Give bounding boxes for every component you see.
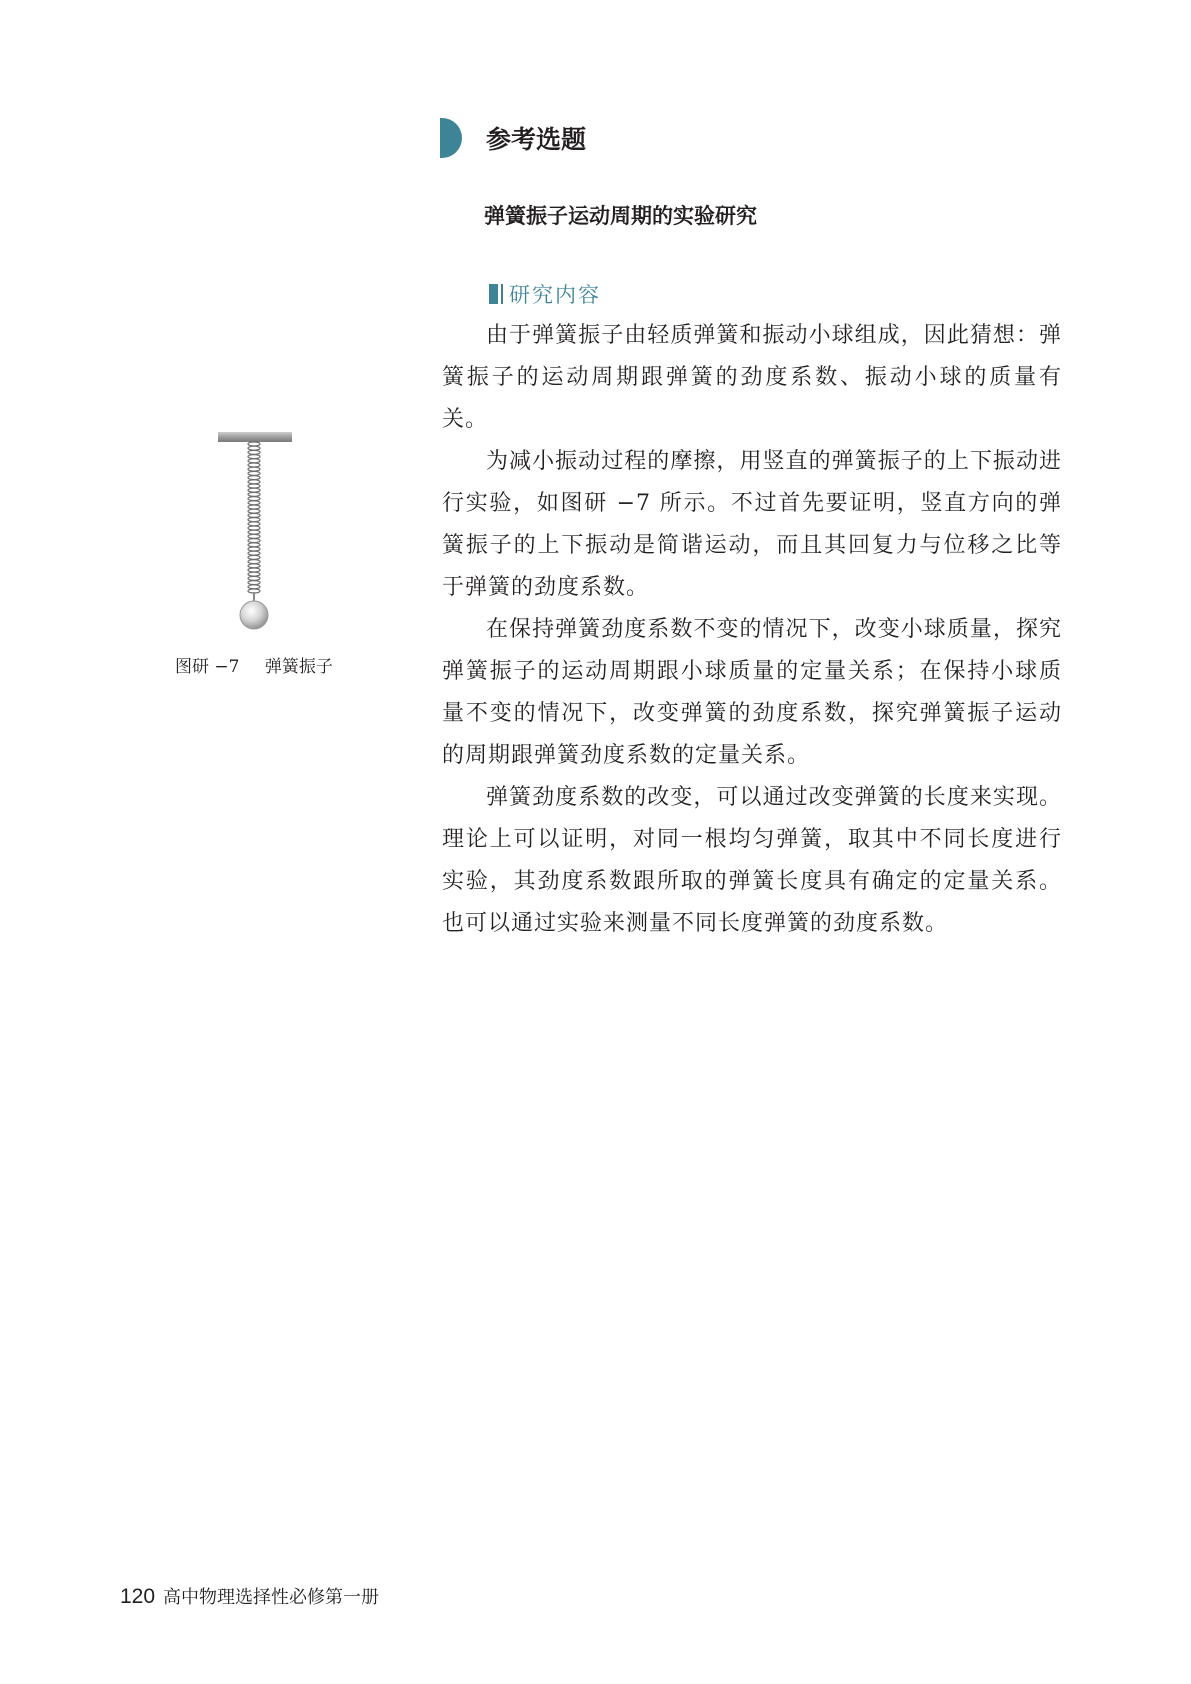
spring-oscillator-illustration — [218, 432, 292, 632]
spring-coil — [248, 480, 260, 484]
body-text — [442, 315, 1062, 945]
spring-coil — [248, 467, 260, 471]
spring-coil — [248, 450, 260, 454]
spring-coil — [248, 576, 260, 580]
spring-coil — [248, 560, 260, 564]
spring-coil — [248, 555, 260, 559]
spring-oscillator-figure — [218, 432, 292, 632]
subsection-label: 研究内容 — [509, 283, 601, 307]
paragraph-2: 为减小振动过程的摩擦，用竖直的弹簧振子的上下振动进行实验，如图研 −7 所示。不过首先要证明，竖直方向的弹簧振子的上下振动是简谐运动，而且其回复力与位移之比等于弹簧的劲度系数。 — [442, 449, 1062, 600]
spring-coil — [248, 526, 260, 530]
spring-coil — [248, 509, 260, 513]
spring-coil — [248, 463, 260, 467]
oscillator-ball — [240, 601, 268, 629]
figure-caption — [175, 652, 333, 677]
spring-coil — [248, 497, 260, 501]
section-header — [440, 118, 586, 158]
book-title: 高中物理选择性必修第一册 — [163, 1587, 380, 1608]
topic-title: 弹簧振子运动周期的实验研究 — [484, 204, 757, 228]
spring-coil — [248, 543, 260, 547]
figure-number: 图研 −7 — [175, 657, 240, 677]
spring-coil — [248, 446, 260, 450]
subsection-marker-line — [501, 284, 503, 304]
spring-coil — [248, 513, 260, 517]
spring-coil — [248, 534, 260, 538]
spring-coil-icon — [248, 442, 260, 593]
spring-coil — [248, 581, 260, 585]
spring-coil — [248, 442, 260, 446]
spring-coil — [248, 530, 260, 534]
spring-coil — [248, 522, 260, 526]
spring-coil — [248, 505, 260, 509]
paragraph-3: 在保持弹簧劲度系数不变的情况下，改变小球质量，探究弹簧振子的运动周期跟小球质量的定量关系；在保持小球质量不变的情况下，改变弹簧的劲度系数，探究弹簧振子运动的周期跟弹簧劲度系数的定量关系。 — [442, 617, 1062, 768]
spring-coil — [248, 564, 260, 568]
spring-coil — [248, 459, 260, 463]
spring-coil — [248, 484, 260, 488]
spring-coil — [248, 518, 260, 522]
spring-coil — [248, 488, 260, 492]
spring-coil — [248, 568, 260, 572]
page-footer — [120, 1583, 379, 1609]
paragraph-1: 由于弹簧振子由轻质弹簧和振动小球组成，因此猜想：弹簧振子的运动周期跟弹簧的劲度系数、振动小球的质量有关。 — [442, 323, 1062, 432]
figure-caption-text: 弹簧振子 — [264, 657, 333, 677]
paragraph-4: 弹簧劲度系数的改变，可以通过改变弹簧的长度来实现。理论上可以证明，对同一根均匀弹簧，取其中不同长度进行实验，其劲度系数跟所取的弹簧长度具有确定的定量关系。也可以通过实验来测量不同长度弹簧的劲度系数。 — [442, 785, 1062, 936]
support-bar — [218, 432, 292, 442]
spring-coil — [248, 539, 260, 543]
spring-coil — [248, 547, 260, 551]
spring-coil — [248, 501, 260, 505]
spring-coil — [248, 585, 260, 589]
section-marker-icon — [440, 118, 462, 158]
subsection-header — [489, 279, 601, 309]
spring-coil — [248, 455, 260, 459]
spring-coil — [248, 476, 260, 480]
section-title: 参考选题 — [486, 125, 587, 154]
spring-coil — [248, 471, 260, 475]
spring-coil — [248, 572, 260, 576]
spring-coil — [248, 492, 260, 496]
page-number: 120 — [120, 1585, 156, 1608]
subsection-marker-icon — [489, 284, 498, 304]
spring-coil — [248, 551, 260, 555]
